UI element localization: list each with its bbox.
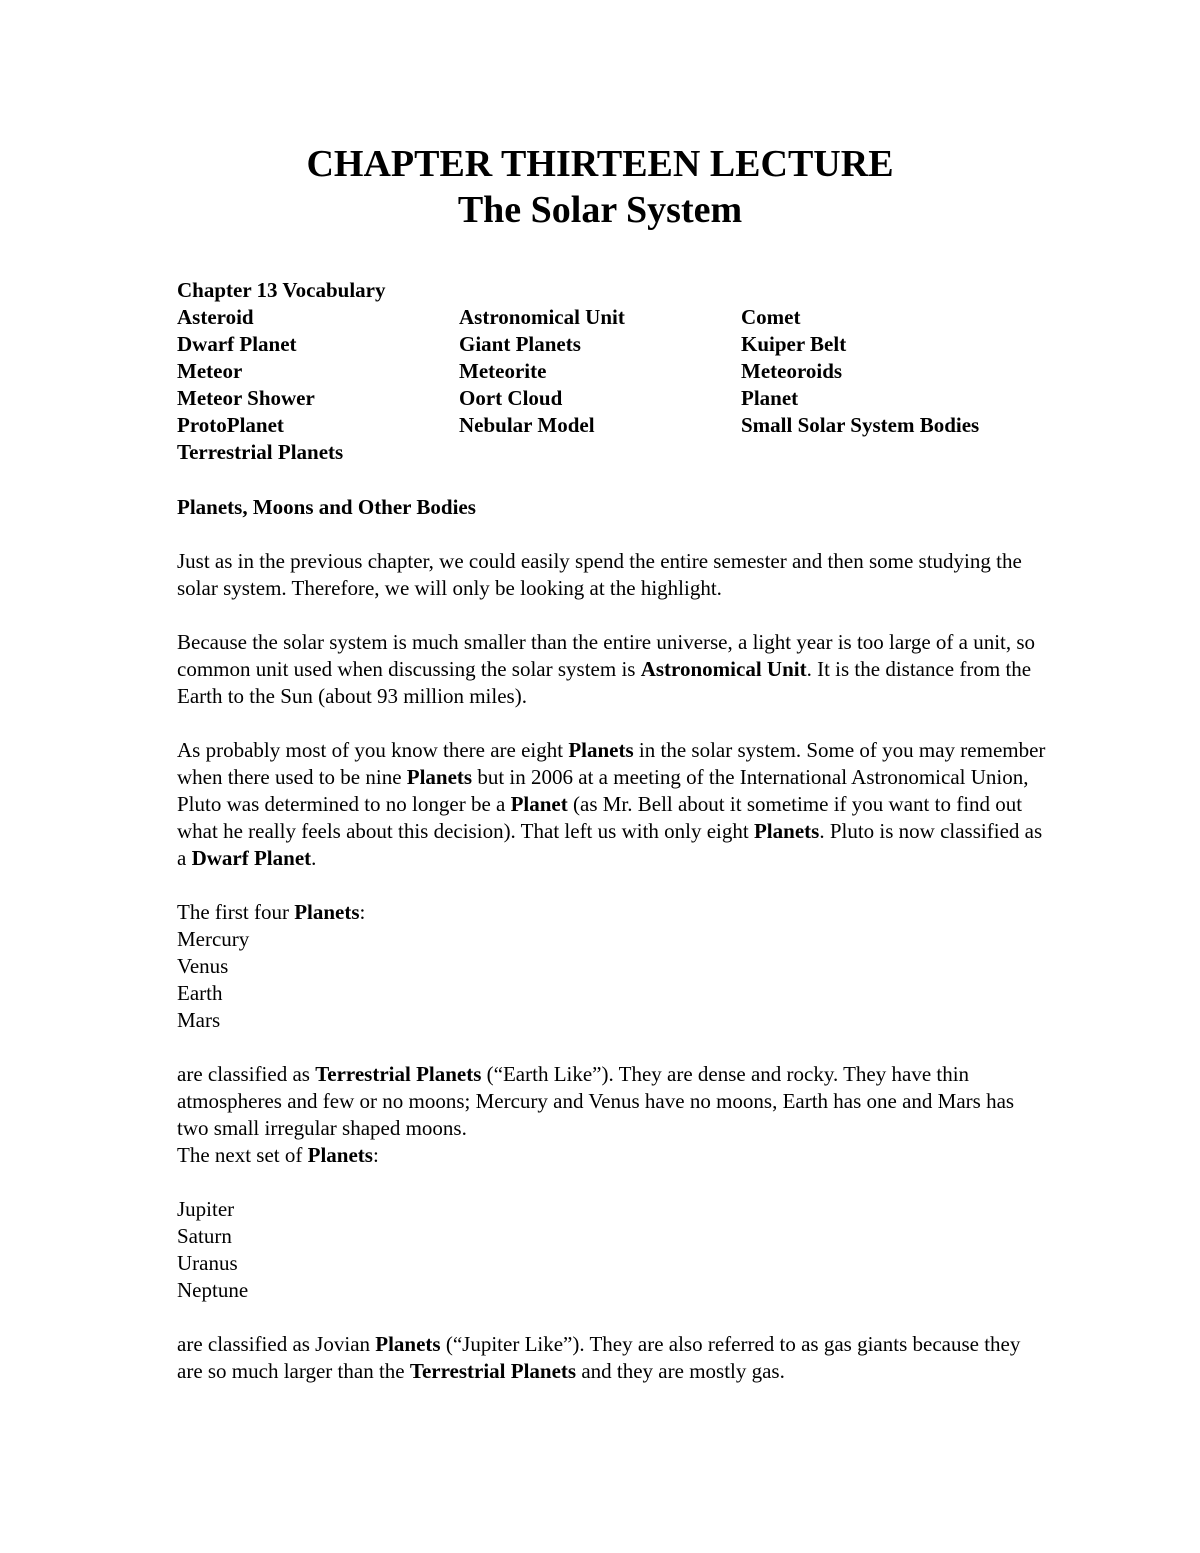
key-term: Terrestrial Planets (409, 1359, 577, 1383)
vocabulary-term: Planet (741, 386, 799, 410)
first-four-intro (177, 899, 1047, 926)
paragraph-text: : (372, 1143, 379, 1167)
paragraph-text: in the solar system. Some of you may remember when there used to be nine (177, 738, 1046, 789)
vocabulary-term: Kuiper Belt (741, 332, 847, 356)
key-term: Astronomical Unit (640, 657, 807, 681)
intro-paragraph (177, 548, 1047, 602)
key-term: Planets (406, 765, 473, 789)
vocabulary-term: Astronomical Unit (459, 305, 625, 329)
key-term: Planet (510, 792, 568, 816)
list-item: Venus (177, 954, 229, 978)
chapter-subtitle: The Solar System (457, 189, 743, 231)
section-heading: Planets, Moons and Other Bodies (177, 495, 476, 519)
vocabulary-row (177, 439, 1077, 466)
vocabulary-row (177, 304, 1077, 331)
key-term: Dwarf Planet (191, 846, 312, 870)
outer-planets-list (177, 1196, 248, 1304)
vocabulary-term: Oort Cloud (459, 386, 563, 410)
paragraph-text: but in 2006 at a meeting of the International Astronomical Union, Pluto was determined to no longer be a (177, 765, 1029, 816)
vocabulary-term: Small Solar System Bodies (741, 413, 980, 437)
list-item: Neptune (177, 1278, 249, 1302)
key-term: Terrestrial Planets (315, 1062, 482, 1086)
key-term: Planets (568, 738, 634, 762)
paragraph-text: (“Jupiter Like”). They are also referred to as gas giants because they are so much larger than the (177, 1332, 1021, 1383)
next-set-intro (177, 1142, 1047, 1169)
vocabulary-term: Meteoroids (741, 359, 843, 383)
paragraph-text: and they are mostly gas. (576, 1359, 785, 1383)
astronomical-unit-paragraph (177, 629, 1047, 710)
paragraph-text: are classified as Jovian (177, 1332, 376, 1356)
jovian-paragraph (177, 1331, 1047, 1385)
chapter-title: CHAPTER THIRTEEN LECTURE (306, 143, 894, 185)
paragraph-text: Because the solar system is much smaller than the entire universe, a light year is too large of a unit, so common unit used when discussing the solar system is (177, 630, 1036, 681)
paragraph-text: Just as in the previous chapter, we could easily spend the entire semester and then some studying the solar system. Therefore, we will only be looking at the highlight. (177, 549, 1022, 600)
list-item: Uranus (177, 1251, 238, 1275)
inner-planets-list (177, 926, 249, 1034)
key-term: Planets (753, 819, 820, 843)
vocabulary-term: Giant Planets (459, 332, 581, 356)
vocabulary-heading: Chapter 13 Vocabulary (177, 278, 386, 302)
list-item: Mercury (177, 927, 250, 951)
vocabulary-row (177, 358, 1077, 385)
paragraph-text: : (359, 900, 366, 924)
key-term: Planets (375, 1332, 441, 1356)
vocabulary-term: Comet (741, 305, 801, 329)
vocabulary-row (177, 412, 1077, 439)
list-item: Mars (177, 1008, 221, 1032)
paragraph-text: . It is the distance from the Earth to the Sun (about 93 million miles). (177, 657, 1032, 708)
terrestrial-paragraph (177, 1061, 1047, 1142)
paragraph-text: (as Mr. Bell about it sometime if you want to find out what he really feels about this decision). That left us with only eight (177, 792, 1023, 843)
paragraph-text: . (311, 846, 317, 870)
planets-paragraph (177, 737, 1047, 872)
paragraph-text: The first four (177, 900, 295, 924)
list-item: Earth (177, 981, 223, 1005)
list-item: Jupiter (177, 1197, 235, 1221)
list-item: Saturn (177, 1224, 232, 1248)
vocabulary-row (177, 385, 1077, 412)
paragraph-text: (“Earth Like”). They are dense and rocky. They have thin atmospheres and few or no moons; Mercury and Venus have no moons, Earth has one and Mars has two small irregular shaped moons. (177, 1062, 1015, 1140)
vocabulary-term: Meteor Shower (177, 386, 315, 410)
vocabulary-term: ProtoPlanet (177, 413, 284, 437)
vocabulary-row (177, 331, 1077, 358)
paragraph-text: are classified as (177, 1062, 316, 1086)
vocabulary-term: Asteroid (177, 305, 254, 329)
paragraph-text: . Pluto is now classified as a (177, 819, 1043, 870)
vocabulary-term: Dwarf Planet (177, 332, 297, 356)
vocabulary-grid (177, 304, 1077, 466)
key-term: Planets (294, 900, 360, 924)
paragraph-text: The next set of (177, 1143, 308, 1167)
paragraph-text: As probably most of you know there are eight (177, 738, 569, 762)
vocabulary-term: Nebular Model (459, 413, 595, 437)
vocabulary-term: Meteor (177, 359, 243, 383)
vocabulary-term: Terrestrial Planets (177, 440, 344, 464)
key-term: Planets (307, 1143, 373, 1167)
vocabulary-term: Meteorite (459, 359, 547, 383)
